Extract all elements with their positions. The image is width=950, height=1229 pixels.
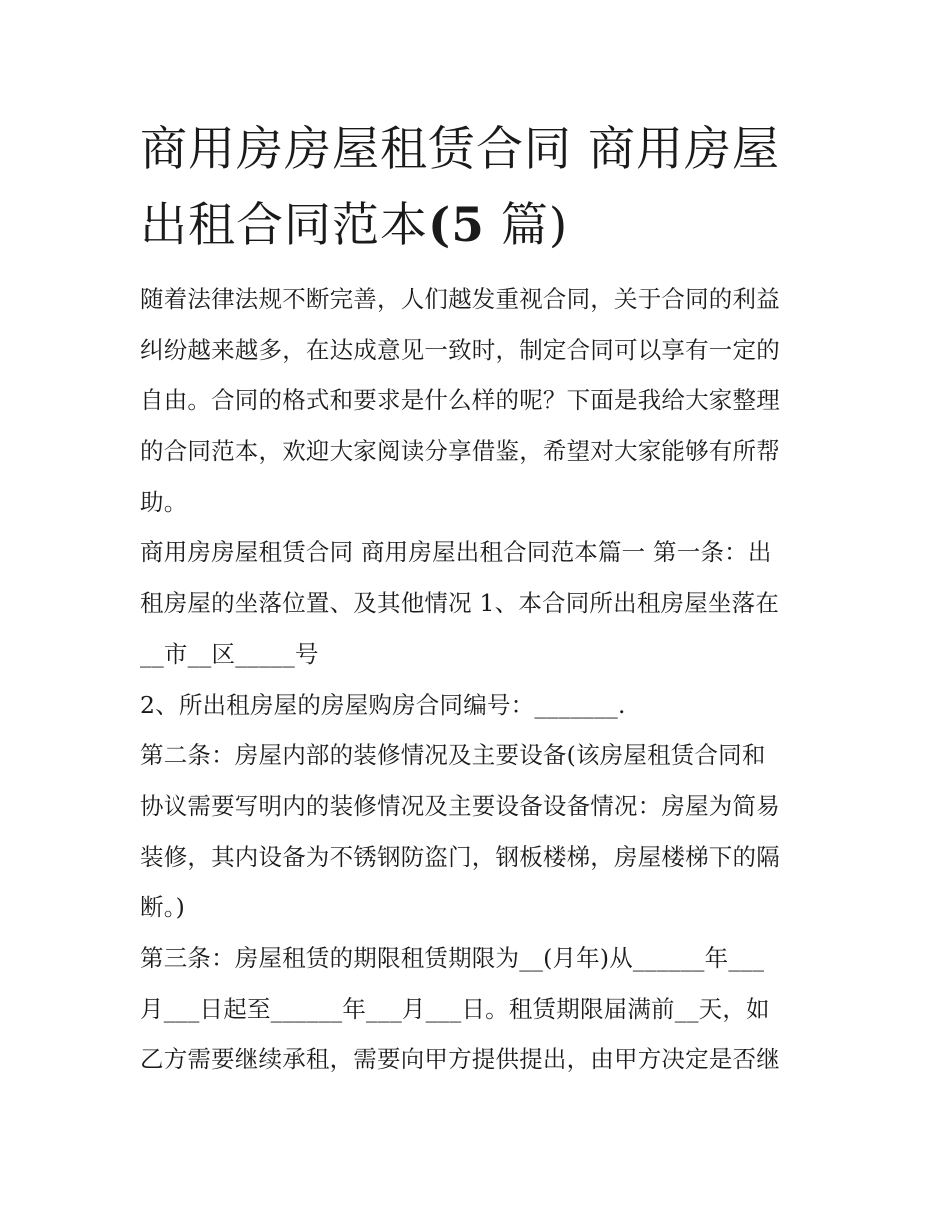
paragraph-intro bbox=[140, 274, 820, 527]
title-line-2-prefix: 出租合同范本 bbox=[140, 198, 428, 253]
text-line: 装修，其内设备为不锈钢防盗门，钢板楼梯，房屋楼梯下的隔 bbox=[140, 842, 780, 871]
paragraph-article-2 bbox=[140, 730, 820, 933]
text-line: 纠纷越来越多，在达成意见一致时，制定合同可以享有一定的 bbox=[140, 335, 780, 364]
text-line: 自由。合同的格式和要求是什么样的呢？下面是我给大家整理 bbox=[140, 386, 780, 415]
title-line-2-count: (5 bbox=[428, 198, 485, 253]
text-line: 断。) bbox=[140, 893, 186, 922]
text-line: 第三条：房屋租赁的期限租赁期限为__(月年)从______年___ bbox=[140, 943, 765, 972]
text-line: 第二条：房屋内部的装修情况及主要设备(该房屋租赁合同和 bbox=[140, 741, 766, 770]
text-line: 月___日起至______年___月___日。租赁期限届满前__天，如 bbox=[140, 994, 770, 1023]
text-line: __市__区_____号 bbox=[140, 639, 319, 668]
text-line: 租房屋的坐落位置、及其他情况 1、本合同所出租房屋坐落在 bbox=[140, 589, 780, 618]
paragraph-article-3 bbox=[140, 933, 820, 1085]
text-line: 随着法律法规不断完善，人们越发重视合同，关于合同的利益 bbox=[140, 285, 780, 313]
document-title bbox=[140, 112, 820, 264]
text-line: 乙方需要继续承租，需要向甲方提供提出，由甲方决定是否继 bbox=[140, 1045, 780, 1074]
text-line: 商用房房屋租赁合同 商用房屋出租合同范本篇一 第一条：出 bbox=[140, 538, 772, 567]
paragraph-article-1 bbox=[140, 527, 820, 679]
text-line: 的合同范本，欢迎大家阅读分享借鉴，希望对大家能够有所帮 bbox=[140, 437, 780, 466]
document-body bbox=[140, 274, 820, 1085]
paragraph-article-1-item-2 bbox=[140, 680, 820, 731]
title-line-2-suffix: 篇) bbox=[484, 198, 569, 253]
text-line: 2、所出租房屋的房屋购房合同编号：_______. bbox=[140, 690, 626, 719]
title-line-2 bbox=[140, 188, 820, 264]
title-line-1: 商用房房屋租赁合同 商用房屋 bbox=[140, 122, 780, 177]
text-line: 协议需要写明内的装修情况及主要设备设备情况：房屋为简易 bbox=[140, 791, 780, 820]
text-line: 助。 bbox=[140, 487, 188, 516]
